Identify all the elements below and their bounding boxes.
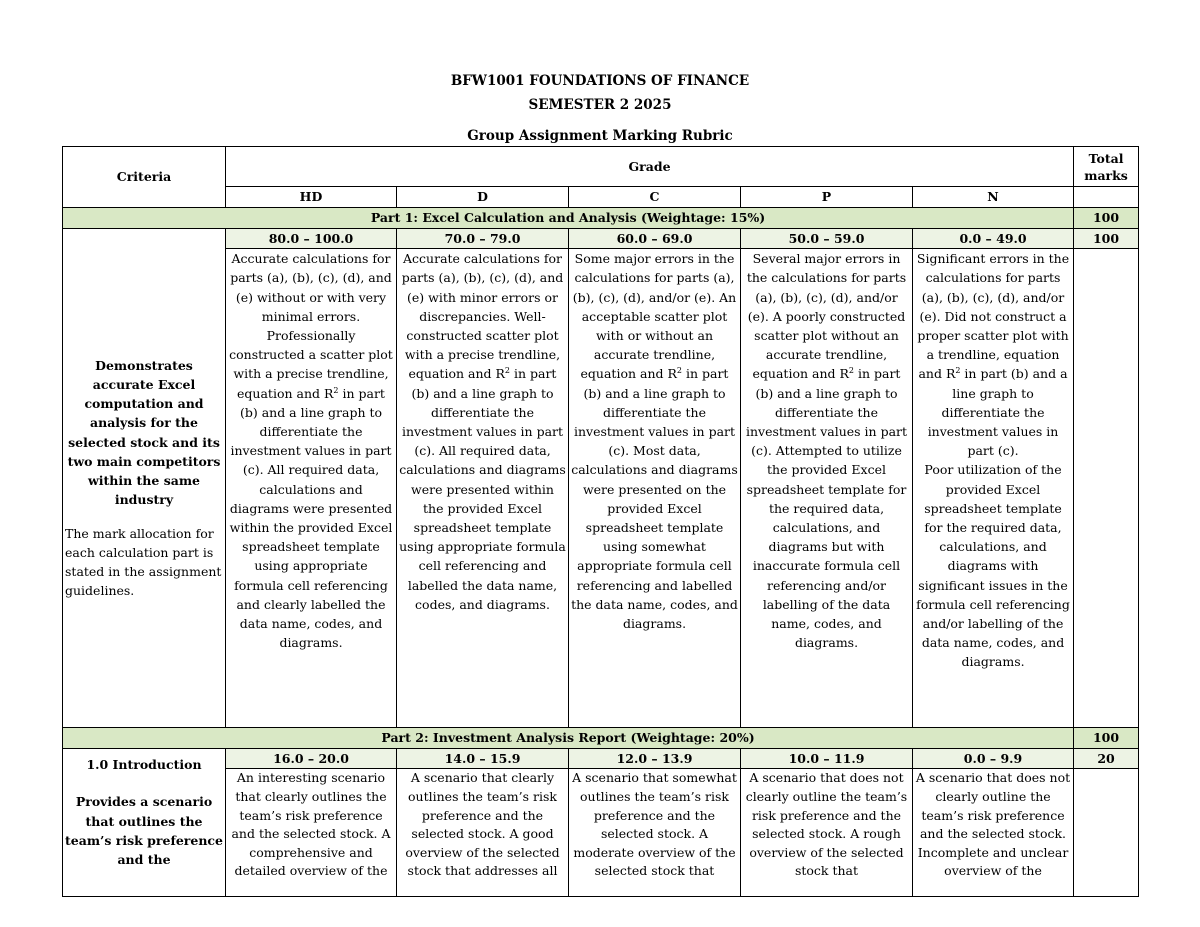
part2-range-d: 14.0 – 15.9 — [397, 749, 569, 769]
part1-range-n: 0.0 – 49.0 — [913, 229, 1074, 249]
part2-descriptor-c: A scenario that somewhat outlines the team’s risk preference and the selected stock. A moderate overview of the selected stock that — [569, 769, 741, 897]
grade-n-header: N — [913, 187, 1074, 208]
part1-criteria-note: The mark allocation for each calculation part is stated in the assignment guidelines. — [65, 525, 222, 599]
part1-descriptor-n: Significant errors in the calculations for parts (a), (b), (c), (d), and/or (e). Did not construct a proper scatter plot with a trendline, equation and $R^2$ in part (b) and a line graph to differentiate the investment values in part (c). Poor utilization of the provided Excel spreadsheet template for the required data, calculations, and diagrams with significant issues in the formula cell referencing and/or labelling of the data name, codes, and diagrams. — [913, 249, 1074, 728]
semester-label: SEMESTER 2 2025 — [528, 97, 672, 113]
part2-total: 100 — [1074, 728, 1139, 749]
criteria-header: Criteria — [63, 147, 226, 208]
grade-p-header: P — [741, 187, 913, 208]
part2-descriptor-d: A scenario that clearly outlines the team’s risk preference and the selected stock. A good overview of the selected stock that addresses all — [397, 769, 569, 897]
part2-criteria-title: 1.0 Introduction — [86, 757, 202, 773]
part2-descriptor-hd: An interesting scenario that clearly outlines the team’s risk preference and the selected stock. A comprehensive and detailed overview of the — [226, 769, 397, 897]
marking-rubric-table — [62, 146, 1139, 897]
grade-header: Grade — [226, 147, 1074, 187]
part2-range-n: 0.0 – 9.9 — [913, 749, 1074, 769]
part1-criteria — [63, 229, 226, 728]
part1-range-p: 50.0 – 59.0 — [741, 229, 913, 249]
part1-descriptor-hd: Accurate calculations for parts (a), (b), (c), (d), and (e) without or with very minimal errors. Professionally constructed a scatter plot with a precise trendline, equation and $R^2$ in part (b) and a line graph to differentiate the investment values in part (c). All required data, calculations and diagrams were presented within the provided Excel spreadsheet template using appropriate formula cell referencing and clearly labelled the data name, codes, and diagrams. — [226, 249, 397, 728]
part2-range-total: 20 — [1074, 749, 1139, 769]
part1-range-total: 100 — [1074, 229, 1139, 249]
part2-descriptor-total — [1074, 769, 1139, 897]
part1-range-hd: 80.0 – 100.0 — [226, 229, 397, 249]
part2-range-c: 12.0 – 13.9 — [569, 749, 741, 769]
total-marks-header: Total marks — [1074, 147, 1139, 187]
grade-c-header: C — [569, 187, 741, 208]
total-marks-empty — [1074, 187, 1139, 208]
document-title: BFW1001 FOUNDATIONS OF FINANCE — [450, 73, 750, 89]
grade-d-header: D — [397, 187, 569, 208]
part2-range-p: 10.0 – 11.9 — [741, 749, 913, 769]
part1-total: 100 — [1074, 208, 1139, 229]
grade-hd-header: HD — [226, 187, 397, 208]
part1-descriptor-d: Accurate calculations for parts (a), (b), (c), (d), and (e) with minor errors or discrepancies. Well-constructed scatter plot with a precise trendline, equation and $R^2$ in part (b) and a line graph to differentiate the investment values in part (c). All required data, calculations and diagrams were presented within the provided Excel spreadsheet template using appropriate formula cell referencing and labelled the data name, codes, and diagrams. — [397, 249, 569, 728]
part2-descriptor-p: A scenario that does not clearly outline the team’s risk preference and the selected stock. A rough overview of the selected stock that — [741, 769, 913, 897]
part1-descriptor-c: Some major errors in the calculations for parts (a), (b), (c), (d), and/or (e). An acceptable scatter plot with or without an accurate trendline, equation and $R^2$ in part (b) and a line graph to differentiate the investment values in part (c). Most data, calculations and diagrams were presented on the provided Excel spreadsheet template using somewhat appropriate formula cell referencing and labelled the data name, codes, and diagrams. — [569, 249, 741, 728]
part2-title: Part 2: Investment Analysis Report (Weightage: 20%) — [63, 728, 1074, 749]
part2-criteria — [63, 749, 226, 897]
part2-criteria-text: Provides a scenario that outlines the team’s risk preference and the — [65, 794, 223, 868]
part1-descriptor-p: Several major errors in the calculations for parts (a), (b), (c), (d), and/or (e). A poorly constructed scatter plot without an accurate trendline, equation and $R^2$ in part (b) and a line graph to differentiate the investment values in part (c). Attempted to utilize the provided Excel spreadsheet template for the required data, calculations, and diagrams but with inaccurate formula cell referencing and/or labelling of the data name, codes, and diagrams. — [741, 249, 913, 728]
part1-criteria-title: Demonstrates accurate Excel computation and analysis for the selected stock and its two main competitors within the same industry — [67, 357, 221, 508]
part2-descriptor-n: A scenario that does not clearly outline the team’s risk preference and the selected stock. Incomplete and unclear overview of the — [913, 769, 1074, 897]
part2-range-hd: 16.0 – 20.0 — [226, 749, 397, 769]
part1-range-c: 60.0 – 69.0 — [569, 229, 741, 249]
rubric-title: Group Assignment Marking Rubric — [467, 128, 733, 144]
part1-descriptor-total — [1074, 249, 1139, 728]
part1-range-d: 70.0 – 79.0 — [397, 229, 569, 249]
part1-title: Part 1: Excel Calculation and Analysis (Weightage: 15%) — [63, 208, 1074, 229]
